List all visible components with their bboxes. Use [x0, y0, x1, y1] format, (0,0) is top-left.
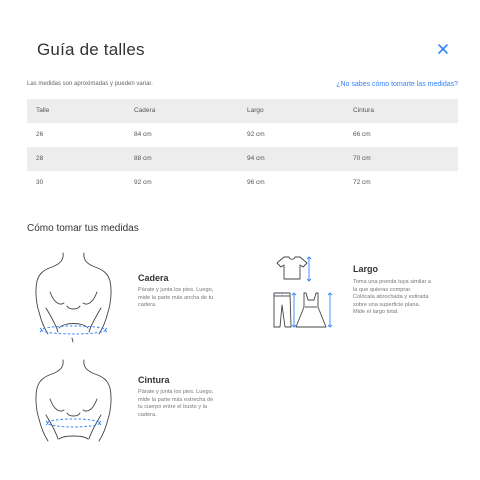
waist-description-line: tu cuerpo entre el busto y la — [138, 404, 208, 411]
table-cell: 26 — [36, 131, 44, 138]
pants-icon — [274, 293, 291, 327]
table-row — [27, 147, 458, 171]
hip-description — [138, 287, 213, 310]
dress-icon — [296, 293, 326, 327]
close-icon — [436, 42, 450, 56]
table-cell: 92 cm — [134, 179, 152, 186]
table-row — [27, 123, 458, 147]
garments-icon — [272, 255, 347, 335]
modal-title: Guía de talles — [37, 40, 145, 59]
table-header: Cintura — [353, 107, 374, 114]
body-hip-figure — [26, 248, 121, 343]
hip-description-line: mide la parte más ancha de tu — [138, 294, 214, 301]
table-header: Talle — [36, 107, 50, 114]
table-cell: 96 cm — [247, 179, 265, 186]
hip-description-line: cadera. — [138, 302, 157, 309]
measurement-note: Las medidas son aproximadas y pueden variar. — [27, 81, 153, 87]
length-description-line: Colócala abrochada y estirada — [353, 294, 429, 301]
waist-description-line: cadera. — [138, 411, 157, 418]
table-cell: 28 — [36, 155, 44, 162]
how-to-measure-link[interactable]: ¿No sabes cómo tomarte las medidas? — [336, 81, 458, 88]
body-waist-figure — [26, 355, 121, 450]
length-description-line: Mide el largo total. — [353, 309, 399, 316]
waist-description — [138, 389, 213, 419]
table-cell: 84 cm — [134, 131, 152, 138]
length-description-line: Toma una prenda tuya similar a — [353, 279, 432, 285]
tshirt-icon — [277, 257, 307, 279]
hip-description-line: Párate y junta los pies. Luego, — [138, 287, 214, 293]
hip-title: Cadera — [138, 273, 169, 283]
waist-description-line: mide la parte más estrecha de — [138, 396, 214, 403]
table-cell: 70 cm — [353, 155, 371, 162]
length-description-line: la que quieras comprar. — [353, 286, 412, 293]
table-cell: 30 — [36, 179, 44, 186]
table-header-row — [27, 99, 458, 123]
body-waist-icon — [26, 355, 121, 450]
table-cell: 88 cm — [134, 155, 152, 162]
table-header: Largo — [247, 107, 264, 114]
table-cell: 92 cm — [247, 131, 265, 138]
length-description — [353, 279, 431, 317]
table-cell: 66 cm — [353, 131, 371, 138]
table-cell: 72 cm — [353, 179, 371, 186]
length-description-line: sobre una superficie plana. — [353, 301, 421, 308]
body-hip-icon — [26, 248, 121, 343]
how-to-measure-title: Cómo tomar tus medidas — [27, 223, 139, 234]
table-row — [27, 171, 458, 195]
table-cell: 94 cm — [247, 155, 265, 162]
length-title: Largo — [353, 264, 379, 274]
waist-title: Cintura — [138, 375, 170, 385]
length-garments-figure — [272, 255, 347, 335]
waist-description-line: Párate y junta los pies. Luego, — [138, 389, 214, 395]
close-button[interactable] — [436, 42, 450, 56]
table-header: Cadera — [134, 107, 156, 114]
size-table — [27, 99, 458, 195]
